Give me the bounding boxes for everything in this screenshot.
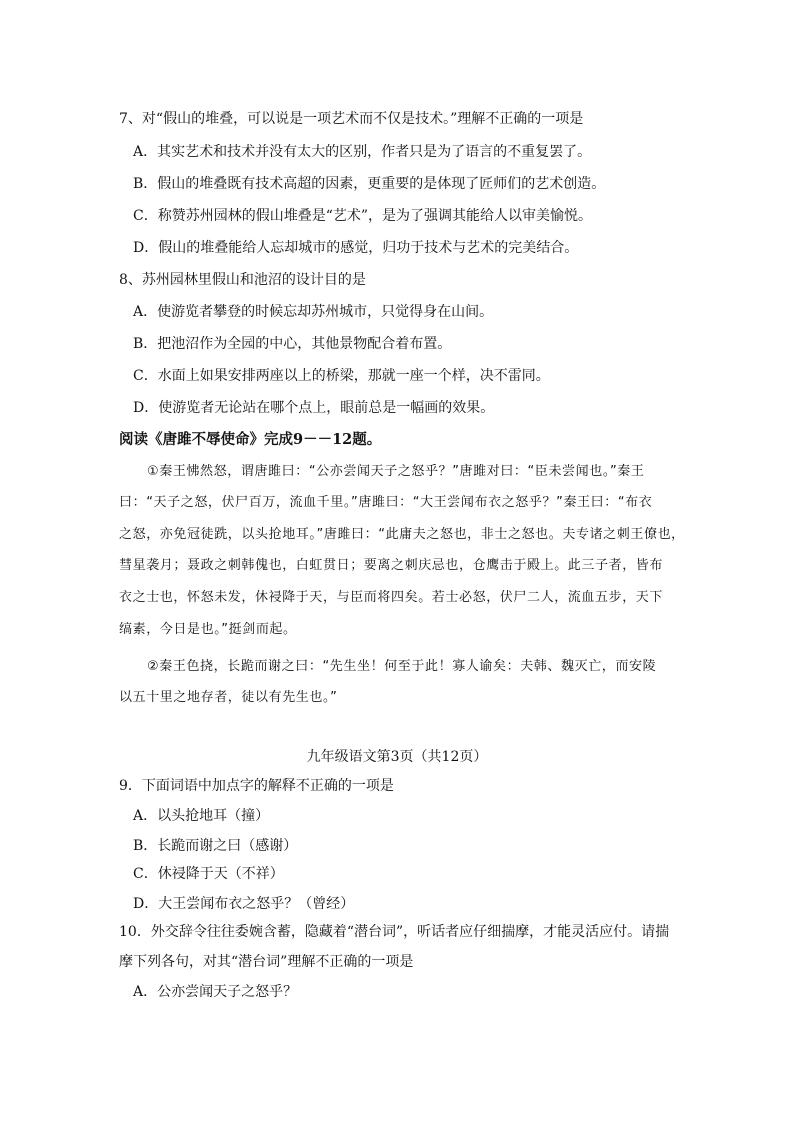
passage-paragraph-1-line: 之怒，亦免冠徒跣，以头抢地耳。”唐雎曰：“此庸夫之怒也，非士之怒也。夫专诸之刺王僚也， [119, 527, 685, 542]
reading-heading: 阅读《唐雎不辱使命》完成9－－12题。 [119, 431, 382, 448]
question-10-stem: 10．外交辞令往往委婉含蓄，隐藏着“潜台词”，听话者应仔细揣摩，才能灵活应付。请揣 [119, 924, 670, 940]
page-footer: 九年级语文第3页（共12页） [306, 749, 488, 765]
question-7-option-c: C．称赞苏州园林的假山堆叠是“艺术”，是为了强调其能给人以审美愉悦。 [133, 208, 593, 224]
passage-paragraph-1-line: ①秦王怫然怒，谓唐雎曰：“公亦尝闻天子之怒乎？”唐雎对曰：“臣未尝闻也。”秦王 [147, 464, 645, 479]
question-7-option-a: A．其实艺术和技术并没有太大的区别，作者只是为了语言的不重复罢了。 [133, 144, 592, 160]
question-9-option-d: D．大王尝闻布衣之怒乎？（曾经） [133, 896, 355, 912]
passage-paragraph-1-line: 缟素，今日是也。”挺剑而起。 [119, 622, 297, 637]
question-7-option-b: B．假山的堆叠既有技术高超的因素，更重要的是体现了匠师们的艺术创造。 [133, 176, 606, 192]
question-7-option-d: D．假山的堆叠能给人忘却城市的感觉，归功于技术与艺术的完美结合。 [133, 240, 579, 256]
question-8-option-a: A．使游览者攀登的时候忘却苏州城市，只觉得身在山间。 [133, 304, 494, 320]
question-10-stem-continued: 摩下列各句，对其“潜台词”理解不正确的一项是 [119, 954, 414, 970]
question-9-stem: 9．下面词语中加点字的解释不正确的一项是 [119, 778, 394, 794]
passage-paragraph-1-line: 彗星袭月；聂政之刺韩傀也，白虹贯日；要离之刺庆忌也，仓鹰击于殿上。此三子者，皆布 [119, 558, 664, 573]
question-9-option-b: B．长跪而谢之曰（感谢） [133, 838, 298, 854]
question-10-option-a: A．公亦尝闻天子之怒乎？ [133, 984, 298, 1000]
question-9-option-a: A．以头抢地耳（撞） [133, 808, 270, 824]
passage-paragraph-2-line: 以五十里之地存者，徒以有先生也。” [119, 690, 338, 705]
question-8-option-b: B．把池沼作为全园的中心，其他景物配合着布置。 [133, 336, 452, 352]
question-7-stem: 7、对“假山的堆叠，可以说是一项艺术而不仅是技术。”理解不正确的一项是 [119, 111, 584, 127]
passage-paragraph-1-line: 曰：“天子之怒，伏尸百万，流血千里。”唐雎曰：“大王尝闻布衣之怒乎？”秦王曰：“布衣 [119, 495, 653, 510]
passage-paragraph-1-line: 衣之士也，怀怒未发，休祲降于天，与臣而将四矣。若士必怒，伏尸二人，流血五步，天下 [119, 590, 664, 605]
passage-paragraph-2-line: ②秦王色挠，长跪而谢之曰：“先生坐！何至于此！寡人谕矣：夫韩、魏灭亡，而安陵 [147, 659, 657, 674]
question-9-option-c: C．休祲降于天（不祥） [133, 866, 284, 882]
question-8-option-c: C．水面上如果安排两座以上的桥梁，那就一座一个样，决不雷同。 [133, 368, 550, 384]
question-8-option-d: D．使游览者无论站在哪个点上，眼前总是一幅画的效果。 [133, 400, 495, 416]
question-8-stem: 8、苏州园林里假山和池沼的设计目的是 [119, 272, 366, 288]
